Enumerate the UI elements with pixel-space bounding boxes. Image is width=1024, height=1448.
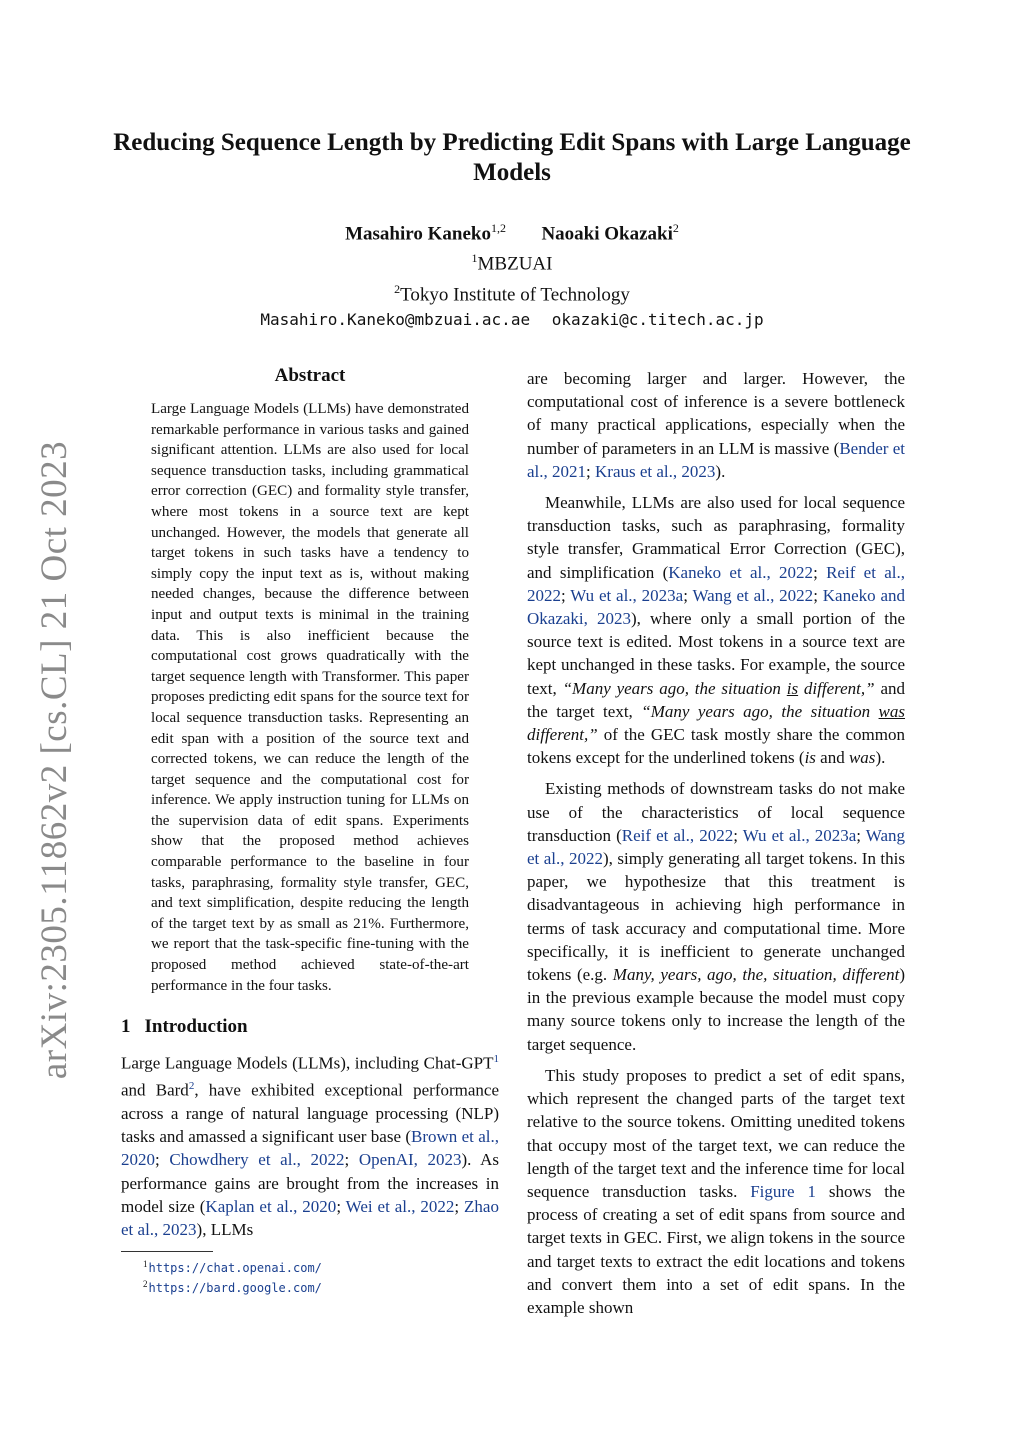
text-run: and [815, 748, 849, 768]
text-run: ), LLMs [196, 1219, 254, 1239]
citation-link[interactable]: Kraus et al., 2023 [595, 461, 716, 481]
citation-link[interactable]: Zhao et al., 2023 [121, 1196, 499, 1239]
text-run: ; [454, 1196, 465, 1216]
example-text: “Many years ago, the situation [641, 701, 879, 721]
text-run: ; [733, 825, 743, 845]
abstract-text: Large Language Models (LLMs) have demonstrated remarkable performance in various tasks and gained significant attention. LLMs are also used for local sequence transduction tasks, including grammatical error correction (GEC) and formality style transfer, where most tokens in a source text are kept unchanged. However, the models that generate all target tokens in such tasks have a tendency to simply copy the input text as is, without making needed changes, because the difference between input and output texts is minimal in the training data. This is also inefficient because the computational cost grows quadratically with the target sequence length with Transformer. This paper proposes predicting edit spans for the source text for local sequence transduction tasks. Representing an edit span with a position of the source text and corrected tokens, we can reduce the length of the target sequence and the computational cost for inference. We apply instruction tuning for LLMs on the supervision data of edit spans. Experiments show that the proposed method achieves comparable performance to the baseline in four tasks, paraphrasing, formality style transfer, GEC, and text simplification, despite reducing the length of the target text by as small as 21%. Furthermore, we report that the task-specific fine-tuning with the proposed method achieved state-of-the-art performance in the four tasks. [151, 401, 469, 994]
arxiv-watermark: arXiv:2305.11862v2 [cs.CL] 21 Oct 2023 [34, 440, 75, 1080]
footnote-mark: 1 [143, 1259, 148, 1270]
text-run: ). [715, 461, 726, 481]
affiliation-mark: 1 [471, 251, 478, 266]
abstract-heading: Abstract [274, 365, 346, 386]
italic-token: is [804, 748, 816, 768]
text-run: ; [813, 562, 827, 582]
footnote [121, 1256, 499, 1276]
citation-link[interactable]: Wei et al., 2022 [345, 1196, 455, 1216]
citation-link[interactable]: Brown et al., 2020 [121, 1127, 499, 1170]
text-run: ), where only a small portion of the source text is edited. Most tokens in a source text are kept unchanged in these tasks. For example, the source text, [527, 609, 905, 698]
text-run: , have exhibited exceptional performance across a range of natural language processing (NLP) tasks and amassed a significant user base ( [121, 1080, 500, 1147]
affiliation [100, 246, 924, 276]
citation-link[interactable]: Bender et al., 2021 [527, 438, 906, 481]
citation-link[interactable]: Reif et al., 2022 [527, 562, 906, 605]
author-affil-mark: 2 [672, 221, 679, 235]
citation-link[interactable]: Wu et al., 2023a [742, 825, 857, 845]
example-text: different,” [527, 725, 598, 745]
footnote-url[interactable]: https://bard.google.com/ [148, 1281, 322, 1296]
right-column [527, 367, 905, 1319]
citation-link[interactable]: Wu et al., 2023a [570, 585, 684, 605]
text-run: ; [856, 825, 866, 845]
text-run: shows the process of creating a set of edit spans from source and target texts in GEC. First, we align tokens in the source and target texts to extract the edit locations and tokens and convert them into a set of edit spans. In the example shown [527, 1181, 905, 1317]
author-emails [100, 307, 924, 332]
section-heading [121, 1016, 499, 1038]
author-name: Naoaki Okazaki [541, 223, 673, 245]
body-paragraph [527, 777, 905, 1055]
footnote-divider [121, 1251, 213, 1252]
example-text: different,” [798, 678, 875, 698]
text-run: ). As performance gains are brought from the increases in model size ( [121, 1150, 499, 1216]
citation-link[interactable]: OpenAI, 2023 [358, 1150, 462, 1170]
author-block [100, 216, 924, 332]
text-run: are becoming larger and larger. However, the computational cost of inference is a severe bottleneck of many practical applications, especially when the number of parameters in an LLM is massive ( [527, 369, 905, 458]
author-affil-mark: 1,2 [490, 221, 506, 235]
body-paragraph [527, 1064, 905, 1319]
section-number: 1 [121, 1016, 131, 1038]
text-run: of the GEC task mostly share the common tokens except for the underlined tokens ( [527, 725, 905, 768]
underlined-token: was [878, 701, 906, 721]
footnote-ref[interactable]: 1 [493, 1053, 499, 1066]
body-paragraph [527, 491, 905, 769]
text-run: ; [344, 1150, 359, 1170]
footnote-ref[interactable]: 2 [188, 1080, 195, 1093]
text-run: and Bard [121, 1080, 189, 1100]
text-run: ; [561, 585, 571, 605]
body-paragraph [527, 367, 905, 483]
example-text: “Many years ago, the situation [562, 678, 787, 698]
citation-link[interactable]: Wang et al., 2022 [527, 825, 905, 869]
affiliation-name: Tokyo Institute of Technology [400, 283, 630, 305]
email-link[interactable]: Masahiro.Kaneko@mbzuai.ac.ae [260, 309, 531, 329]
footnote-mark: 2 [143, 1279, 148, 1290]
text-run: ), simply generating all target tokens. In this paper, we hypothesize that this treatment is disadvantageous in achieving high performance in terms of task accuracy and computational time. More specifically, it is inefficient to generate unchanged tokens (e.g. [527, 849, 905, 985]
author-name: Masahiro Kaneko [345, 223, 491, 245]
affiliation-mark: 2 [394, 281, 401, 296]
citation-link[interactable]: Kaplan et al., 2020 [205, 1196, 337, 1216]
text-run: ) in the previous example because the model must copy many source tokens only to increase the length of the target sequence. [527, 965, 905, 1054]
text-run: Meanwhile, LLMs are also used for local sequence transduction tasks, such as paraphrasing, formality style transfer, Grammatical Error Correction (GEC), and simplification ( [527, 493, 905, 582]
text-run: ). [875, 748, 886, 768]
intro-paragraph [121, 1048, 499, 1241]
citation-link[interactable]: Wang et al., 2022 [692, 585, 814, 605]
paper-title: Reducing Sequence Length by Predicting Edit Spans with Large Language Models [113, 129, 911, 186]
text-run: ; [336, 1196, 346, 1216]
text-run: ; [586, 461, 596, 481]
text-run: and the target text, [527, 678, 905, 721]
footnote-url[interactable]: https://chat.openai.com/ [148, 1261, 322, 1276]
citation-link[interactable]: Reif et al., 2022 [621, 825, 734, 845]
citation-link[interactable]: Chowdhery et al., 2022 [169, 1150, 345, 1170]
citation-link[interactable]: Kaneko and Okazaki, 2023 [527, 585, 905, 629]
underlined-token: is [786, 678, 799, 698]
email-link[interactable]: okazaki@c.titech.ac.jp [551, 309, 764, 329]
text-run: This study proposes to predict a set of edit spans, which represent the changed parts of the target text relative to the source tokens. Omitting unedited tokens that occupy most of the target text, we can reduce the length of the target text and the inference time for local sequence transduction tasks. [527, 1065, 905, 1201]
footnote [121, 1276, 499, 1296]
text-run: Existing methods of downstream tasks do not make use of the characteristics of local sequence transduction ( [527, 779, 905, 845]
left-column [121, 365, 499, 1296]
affiliation [100, 277, 924, 307]
author-names [100, 216, 924, 246]
text-run: Large Language Models (LLMs), including Chat-GPT [121, 1053, 494, 1073]
text-run: ; [813, 585, 823, 605]
text-run: ; [683, 585, 693, 605]
example-text: Many, years, ago, the, situation, different [612, 965, 900, 985]
affiliation-name: MBZUAI [477, 253, 553, 275]
citation-link[interactable]: Kaneko et al., 2022 [668, 562, 814, 582]
figure-link[interactable]: Figure 1 [750, 1181, 816, 1201]
italic-token: was [848, 748, 876, 768]
text-run: ; [155, 1150, 170, 1170]
section-title: Introduction [144, 1016, 248, 1038]
